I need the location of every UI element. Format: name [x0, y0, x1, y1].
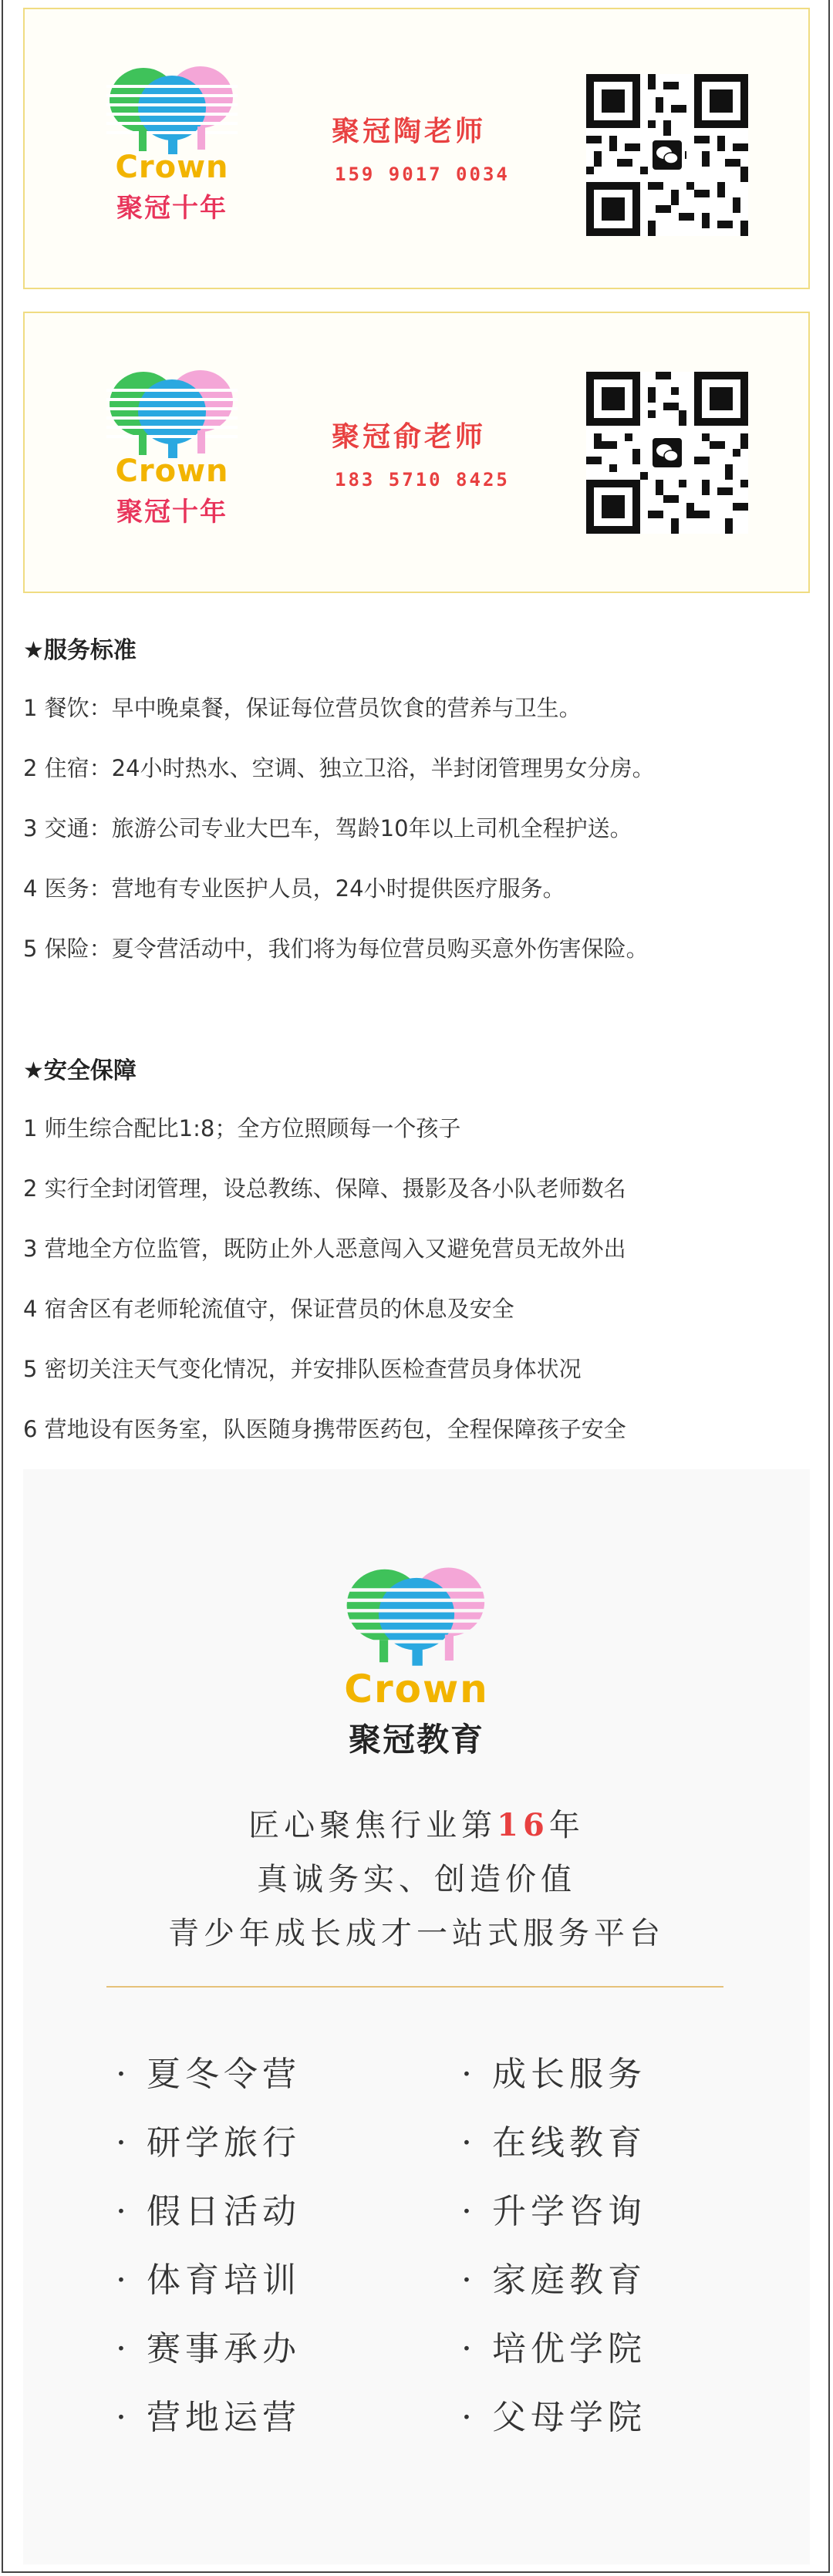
service-item: 5 保险：夏令营活动中，我们将为每位营员购买意外伤害保险。: [23, 936, 649, 962]
safety-item: 1 师生综合配比1:8；全方位照顾每一个孩子: [23, 1115, 461, 1141]
crown-wordmark: Crown: [115, 150, 229, 185]
brand-years: 聚冠十年: [116, 497, 228, 528]
crown-logo: [99, 63, 245, 233]
safety-item: 5 密切关注天气变化情况，并安排队医检查营员身体状况: [23, 1356, 582, 1382]
safety-title: ★安全保障: [23, 1057, 137, 1084]
slogan-line-3: 青少年成长成才一站式服务平台: [168, 1916, 665, 1951]
safety-item: 3 营地全方位监管，既防止外人恶意闯入又避免营员无故外出: [23, 1236, 626, 1262]
service-tag: · 营地运营: [116, 2398, 301, 2437]
service-tag: · 研学旅行: [116, 2123, 301, 2163]
slogan-line-2: 真诚务实、创造价值: [257, 1862, 576, 1897]
brand-panel: [23, 1469, 810, 2564]
service-tag: · 家庭教育: [461, 2261, 646, 2300]
service-standard-title: ★服务标准: [23, 637, 137, 664]
service-tag: · 假日活动: [116, 2192, 301, 2231]
tree-logo-icon: [99, 367, 245, 460]
tree-logo-icon: [335, 1562, 498, 1670]
service-tag: · 父母学院: [461, 2398, 646, 2437]
brand-name: 聚冠教育: [348, 1721, 484, 1758]
brand-logo: [335, 1562, 498, 1762]
service-tag: · 在线教育: [461, 2123, 646, 2163]
teacher-phone[interactable]: 183 5710 8425: [335, 469, 510, 491]
safety-item: 4 宿舍区有老师轮流值守，保证营员的休息及安全: [23, 1296, 514, 1322]
service-item: 4 医务：营地有专业医护人员，24小时提供医疗服务。: [23, 875, 565, 902]
service-tag: · 成长服务: [461, 2055, 646, 2094]
service-item: 3 交通：旅游公司专业大巴车，驾龄10年以上司机全程护送。: [23, 815, 632, 841]
crown-wordmark: Crown: [115, 453, 229, 489]
service-tag: · 升学咨询: [461, 2192, 646, 2231]
crown-logo: [99, 367, 245, 537]
qr-code-icon[interactable]: [586, 372, 748, 534]
service-tag: · 培优学院: [461, 2329, 646, 2369]
safety-item: 2 实行全封闭管理，设总教练、保障、摄影及各小队老师数名: [23, 1175, 626, 1202]
service-item: 2 住宿：24小时热水、空调、独立卫浴，半封闭管理男女分房。: [23, 755, 655, 781]
brand-years: 聚冠十年: [116, 193, 228, 224]
slogan-text: 匠心聚焦行业第: [248, 1808, 497, 1843]
service-tag: · 赛事承办: [116, 2329, 301, 2369]
contact-card-1: [23, 8, 810, 289]
teacher-name: 聚冠俞老师: [332, 421, 487, 453]
divider: [106, 1986, 723, 1988]
teacher-name: 聚冠陶老师: [332, 116, 487, 147]
service-item: 1 餐饮：早中晚桌餐，保证每位营员饮食的营养与卫生。: [23, 695, 582, 721]
slogan-line-1: [23, 1801, 810, 1845]
slogan-text: 年: [548, 1808, 585, 1843]
wechat-icon: [649, 435, 685, 470]
contact-card-2: [23, 312, 810, 593]
teacher-phone[interactable]: 159 9017 0034: [335, 164, 510, 185]
qr-code-icon[interactable]: [586, 74, 748, 236]
wechat-icon: [649, 137, 685, 173]
service-tag: · 体育培训: [116, 2261, 301, 2300]
safety-item: 6 营地设有医务室，队医随身携带医药包，全程保障孩子安全: [23, 1416, 626, 1442]
crown-wordmark: Crown: [344, 1667, 489, 1711]
tree-logo-icon: [99, 63, 245, 156]
slogan-highlight: 16: [497, 1807, 549, 1843]
service-tag: · 夏冬令营: [116, 2055, 301, 2094]
